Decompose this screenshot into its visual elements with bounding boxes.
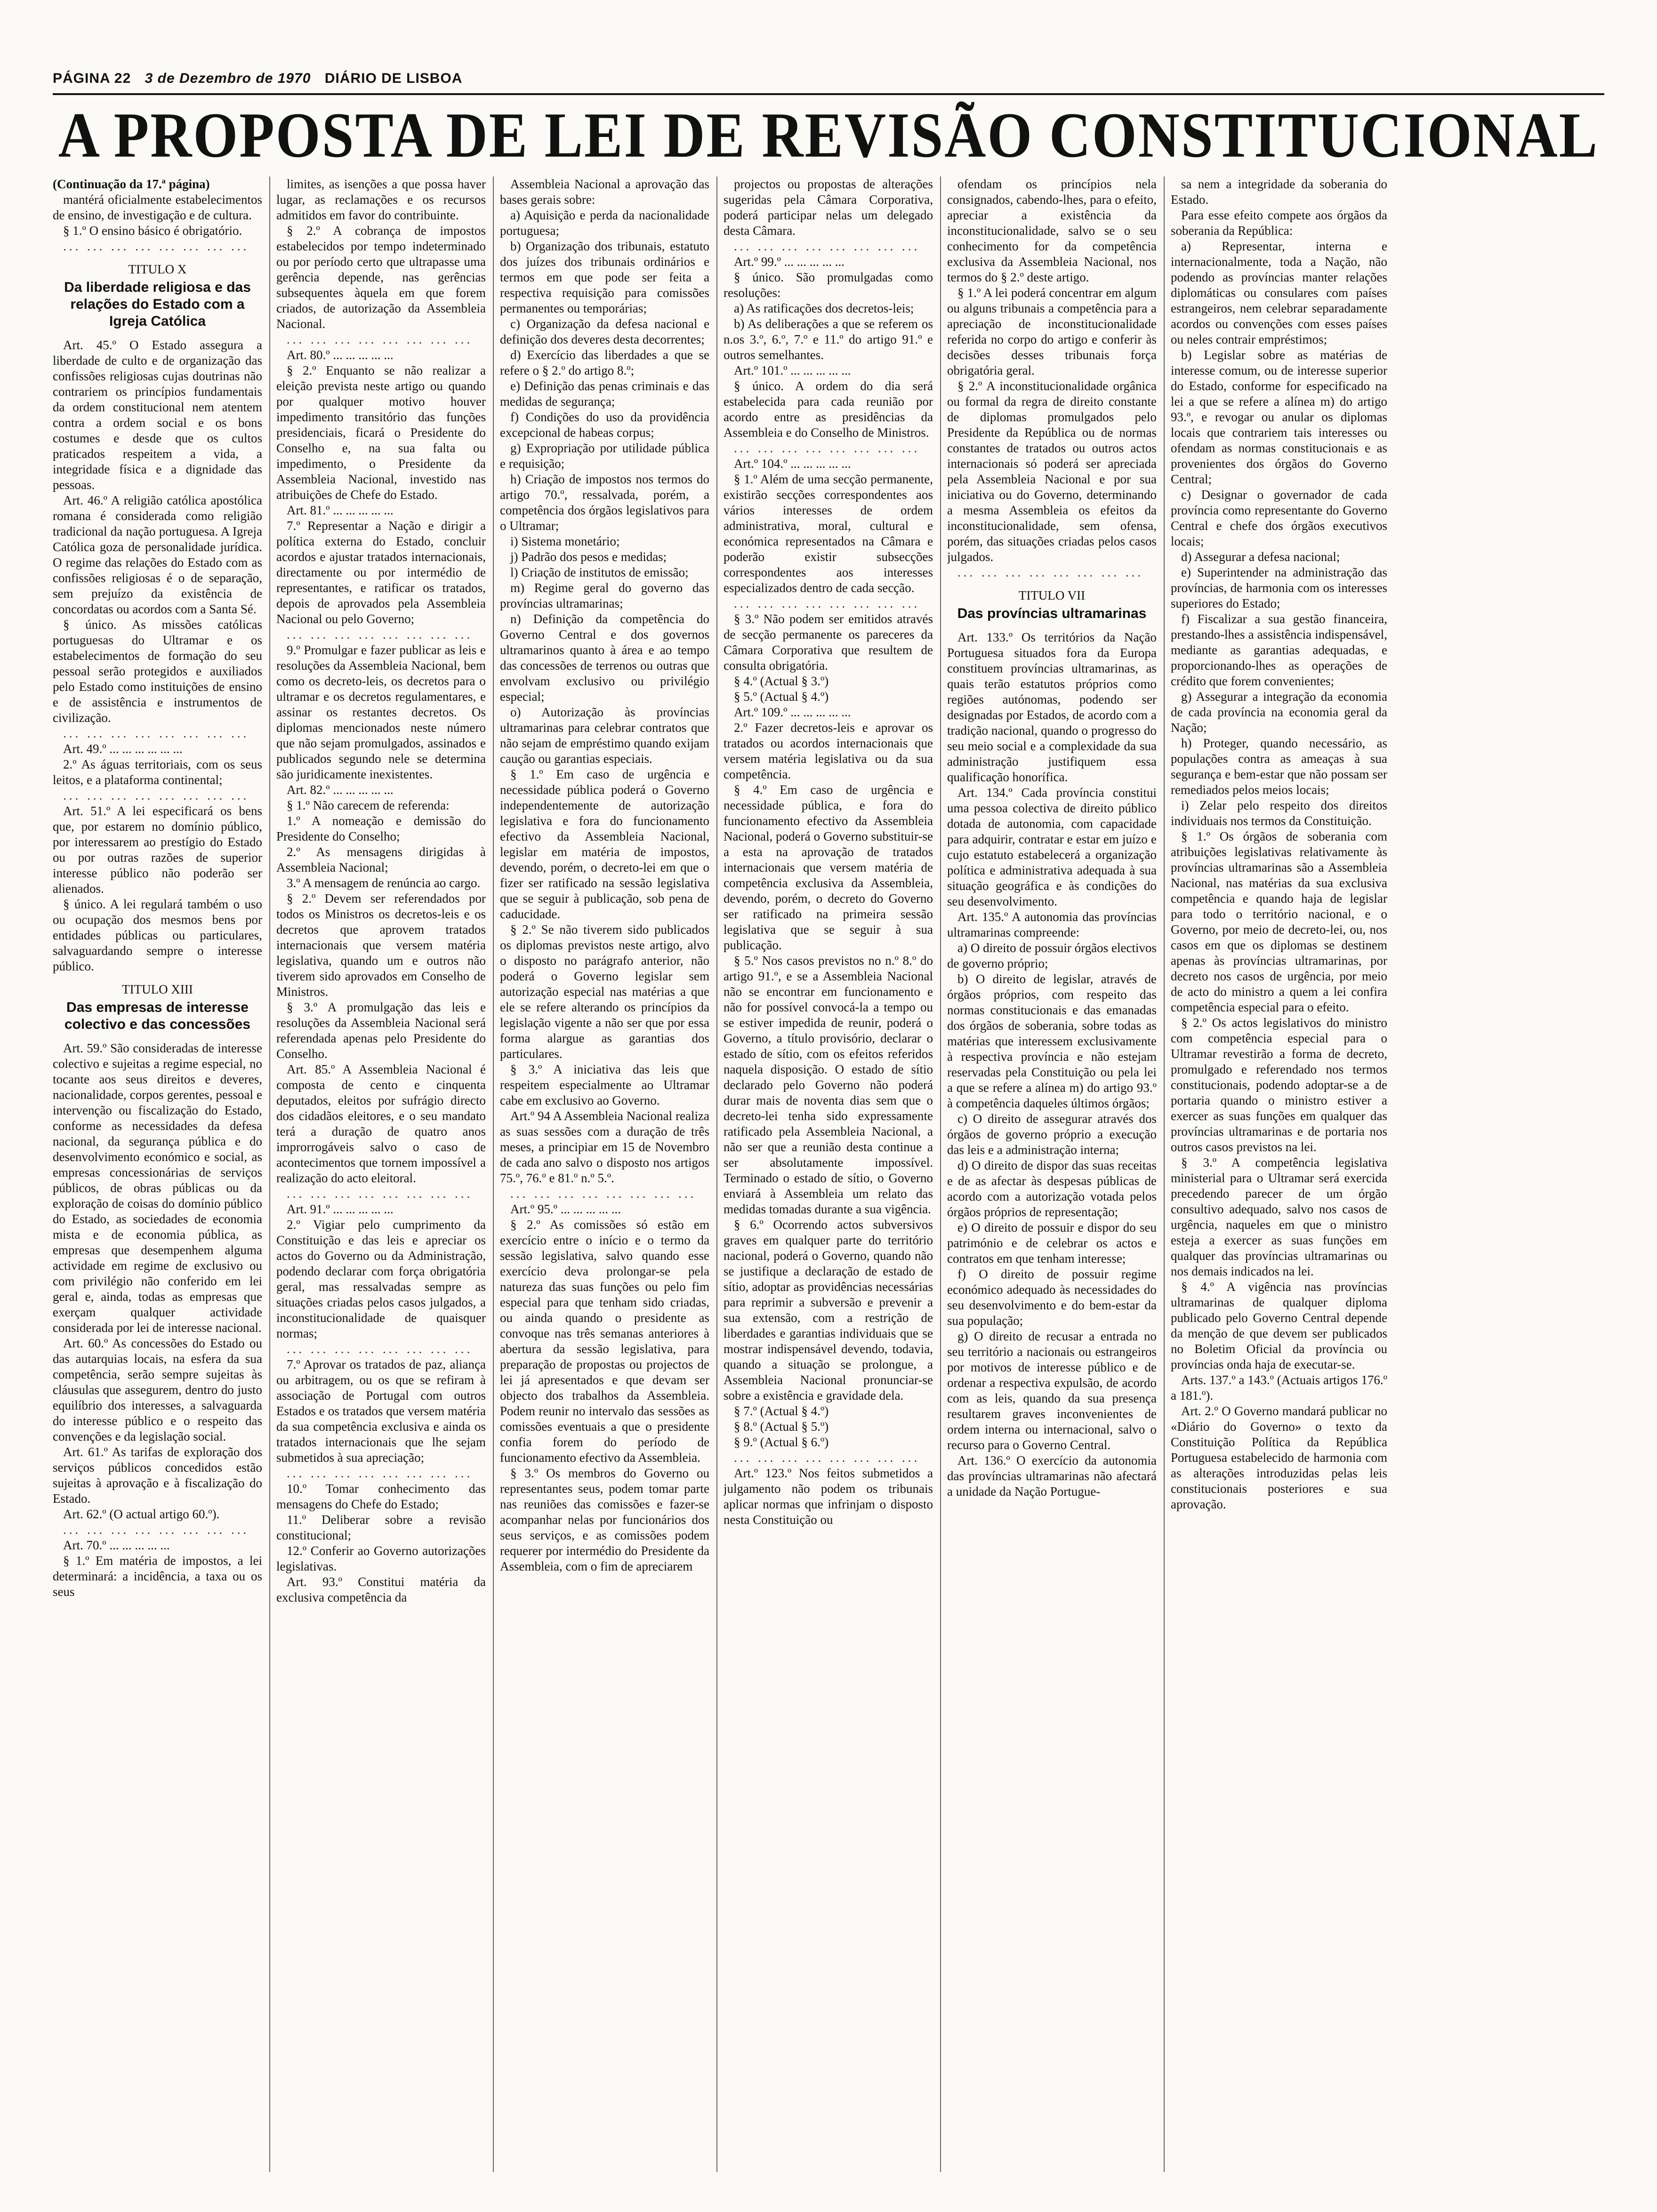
paragraph: h) Proteger, quando necessário, as populações contra as ameaças à sua segurança e bem-estar que não possam ser remediados pelos meios locais; (1171, 736, 1387, 797)
ellipsis-line: ... ... ... ... ... ... ... ... (734, 596, 920, 610)
paragraph: a) O direito de possuir órgãos electivos de governo próprio; (947, 941, 1157, 970)
paragraph: § 3.º A promulgação das leis e resoluções da Assembleia Nacional será referendada apenas pelo Presidente do Conselho. (276, 1000, 486, 1061)
paragraph: i) Sistema monetário; (510, 534, 620, 548)
paragraph: § 3.º Os membros do Governo ou representantes seus, podem tomar parte nas reuniões das comissões e fazer-se acompanhar nelas por funcionários dos seus serviços, e as comissões podem requerer por intermédio do Presidente da Assembleia, com o fim de apreciarem (500, 1466, 709, 1573)
paragraph: Art. 2.º O Governo mandará publicar no «Diário do Governo» o texto da Constituição Política da República Portuguesa estabelecido de harmonia com as alterações introduzidas pelas leis constitucionais posteriores e sua aprovação. (1171, 1404, 1387, 1511)
paragraph: a) Representar, interna e internacionalmente, toda a Nação, não podendo as províncias manter relações diplomáticas ou consulares com países estrangeiros, nem celebrar separadamente acordos ou convenções com esses países ou neles contrair empréstimos; (1171, 239, 1387, 346)
article-columns (53, 176, 1604, 2172)
ellipsis-line: ... ... ... ... ... ... ... ... (510, 1186, 697, 1201)
paragraph: h) Criação de impostos nos termos do artigo 70.º, ressalvada, porém, a competência dos órgãos legislativos para o Ultramar; (500, 472, 709, 533)
paragraph: b) Legislar sobre as matérias de interesse comum, ou de interesse superior do Estado, conforme for especificado na lei a que se refere a alínea m) do artigo 93.º, e revogar ou anular os diplomas locais que contrariem tais interesses ou ofendam as normas constitucionais e as provenientes dos órgãos do Governo Central; (1171, 348, 1387, 486)
paragraph: 2.º Fazer decretos-leis e aprovar os tratados ou acordos internacionais que versem matéria legislativa ou da sua competência. (724, 721, 933, 781)
paragraph: § 1.º Não carecem de referenda: (287, 798, 450, 812)
paragraph: § 1.º Em caso de urgência e necessidade pública poderá o Governo independentemente de autorização legislativa e fora do funcionamento efectivo da Assembleia Nacional, legislar em matéria de impostos, devendo, porém, o decreto-lei em que o fizer ser ratificado na sessão legislativa que se seguir à publicação, sob pena de caducidade. (500, 767, 709, 921)
paragraph: § 5.º Nos casos previstos no n.º 8.º do artigo 91.º, e se a Assembleia Nacional não se encontrar em funcionamento e não for possível convocá-la a tempo ou se estiver impedida de reunir, poderá o Governo, a título provisório, declarar o estado de sítio, com os efeitos referidos naquela disposição. O estado de sítio declarado pelo Governo não poderá durar mais de noventa dias sem que o decreto-lei tenha sido expressamente ratificado pela Assembleia Nacional, a não ser que a reunião desta continue a ser absolutamente impossível. Terminado o estado de sítio, o Governo enviará à Assembleia um relato das medidas tomadas durante a sua vigência. (724, 954, 933, 1216)
paragraph: § 4.º A vigência nas províncias ultramarinas de qualquer diploma publicado pelo Governo Central depende da menção de que devem ser publicados no Boletim Oficial da província ou províncias onda haja de executar-se. (1171, 1280, 1387, 1371)
paragraph: 3.º A mensagem de renúncia ao cargo. (287, 876, 481, 890)
ellipsis-line: ... ... ... ... ... ... ... ... (287, 332, 473, 346)
ellipsis-line: ... ... ... ... ... ... ... ... (957, 565, 1144, 579)
paragraph: Art. 49.º ... ... ... ... ... ... (63, 742, 183, 756)
paragraph: n) Definição da competência do Governo Central e dos governos ultramarinos quanto à área e ao tempo das concessões de terrenos ou outras que envolvam exclusivo ou privilégio especial; (500, 612, 709, 704)
paragraph: d) Exercício das liberdades a que se refere o § 2.º do artigo 8.º; (500, 348, 709, 377)
header-rule (53, 93, 1604, 95)
paragraph: f) Condições do uso da providência excepcional de habeas corpus; (500, 410, 709, 440)
paragraph: § 3.º A competência legislativa ministerial para o Ultramar será exercida precedendo parecer de um órgão consultivo adequado, salvo nos casos de urgência, naqueles em que o ministro esteja a exercer as suas funções em qualquer das províncias ultramarinas ou nos demais indicados na lei. (1171, 1155, 1387, 1278)
paragraph: ofendam os princípios nela consignados, cabendo-lhes, para o efeito, apreciar a existência da inconstitucionalidade, salvo se o seu conhecimento for da competência exclusiva da Assembleia Nacional, nos termos do § 2.º deste artigo. (947, 177, 1157, 284)
section-subtitle: Das províncias ultramarinas (957, 606, 1147, 621)
paragraph: § 9.º (Actual § 6.º) (734, 1435, 829, 1449)
paragraph: § 4.º Em caso de urgência e necessidade pública, e fora do funcionamento efectivo da Assembleia Nacional, poderá o Governo substituir-se a esta na aprovação de tratados internacionais que versem matéria de competência exclusiva da Assembleia, devendo, porém, o decreto do Governo ser ratificado na primeira sessão legislativa que se seguir à sua publicação. (724, 783, 933, 952)
paragraph: Art. 85.º A Assembleia Nacional é composta de cento e cinquenta deputados, eleitos por sufrágio directo dos cidadãos eleitores, e o seu mandato terá a duração de quatro anos improrrogáveis salvo o caso de acontecimentos que tornem impossível a realização do acto eleitoral. (276, 1062, 486, 1185)
paragraph: 2.º Vigiar pelo cumprimento da Constituição e das leis e apreciar os actos do Governo ou da Administração, podendo declarar com força obrigatória geral, mas ressalvadas sempre as situações criadas pelos casos julgados, a inconstitucionalidade de quaisquer normas; (276, 1218, 486, 1340)
paragraph: Art.º 123.º Nos feitos submetidos a julgamento não podem os tribunais aplicar normas que infrinjam o disposto nesta Constituição ou (724, 1466, 933, 1527)
paragraph: Art. 60.º As concessões do Estado ou das autarquias locais, na esfera da sua competência, serão sempre sujeitas às cláusulas que assegurem, dentro do justo equilíbrio dos interesses, a salvaguarda do interesse público e o respeito das convenções e da legislação social. (53, 1336, 262, 1443)
paragraph: 1.º A nomeação e demissão do Presidente do Conselho; (276, 814, 486, 843)
column-6 (1171, 176, 1387, 2172)
paragraph: l) Criação de institutos de emissão; (510, 565, 689, 579)
paragraph: j) Padrão dos pesos e medidas; (510, 550, 667, 564)
paragraph: c) O direito de assegurar através dos órgãos de governo próprio a execução das leis e a administração interna; (947, 1112, 1157, 1157)
continuation-note: (Continuação da 17.ª página) (53, 177, 210, 191)
paragraph: Art. 81.º ... ... ... ... ... (287, 503, 394, 517)
paragraph: § 3.º Não podem ser emitidos através de secção permanente os pareceres da Câmara Corporativa que resultem de consulta obrigatória. (724, 612, 933, 673)
paragraph: § 2.º Devem ser referendados por todos os Ministros os decretos-leis e os decretos que aprovem tratados internacionais que versem matéria legislativa, quando um e outros não tiverem sido aprovados em Conselho de Ministros. (276, 891, 486, 999)
paragraph: Art. 134.º Cada província constitui uma pessoa colectiva de direito público dotada de autonomia, com capacidade para adquirir, contratar e estar em juízo e cujo estatuto estabelecerá a organização política e administrativa adequada à sua situação geográfica e às condições do seu desenvolvimento. (947, 785, 1157, 908)
ellipsis-line: ... ... ... ... ... ... ... ... (287, 1466, 473, 1480)
paragraph: g) Assegurar a integração da economia de cada província na economia geral da Nação; (1171, 689, 1387, 735)
ellipsis-line: ... ... ... ... ... ... ... ... (63, 726, 249, 740)
paragraph: f) Fiscalizar a sua gestão financeira, prestando-lhes a assistência indispensável, mediante as garantias adequadas, e proporcionando-lhes as operações de crédito que forem convenientes; (1171, 612, 1387, 688)
section-subtitle: Das empresas de interesse colectivo e das concessões (64, 1000, 251, 1032)
section-title: TITULO VII (1018, 588, 1086, 602)
paragraph: § único. As missões católicas portuguesas do Ultramar e os estabelecimentos de formação do seu pessoal serão protegidos e auxiliados pelo Estado como instituições de ensino e de assistência e instrumentos de civilização. (53, 617, 262, 725)
paragraph: Assembleia Nacional a aprovação das bases gerais sobre: (500, 177, 709, 207)
paragraph: Art.º 104.º ... ... ... ... ... (734, 457, 851, 471)
paragraph: Art. 46.º A religião católica apostólica romana é considerada como religião tradicional da nação portuguesa. A Igreja Católica goza de personalidade jurídica. O regime das relações do Estado com as confissões religiosas é o de separação, sem prejuízo da existência de concordatas ou acordos com a Santa Sé. (53, 493, 262, 616)
paragraph: sa nem a integridade da soberania do Estado. (1171, 177, 1387, 207)
ellipsis-line: ... ... ... ... ... ... ... ... (63, 788, 249, 802)
ellipsis-line: ... ... ... ... ... ... ... ... (287, 1342, 473, 1356)
paragraph: d) O direito de dispor das suas receitas e de as afectar às despesas públicas de acordo com a autorização votada pelos órgãos próprios de representação; (947, 1158, 1157, 1219)
section-title: TITULO X (128, 262, 187, 276)
paragraph: Art. 61.º As tarifas de exploração dos serviços públicos concedidos estão sujeitas à aprovação e à fiscalização do Estado. (53, 1445, 262, 1506)
paragraph: f) O direito de possuir regime económico adequado às necessidades do seu desenvolvimento e do bem-estar da sua população; (947, 1267, 1157, 1328)
paragraph: i) Zelar pelo respeito dos direitos individuais nos termos da Constituição. (1171, 798, 1387, 828)
column-4 (724, 176, 933, 2172)
paragraph: g) O direito de recusar a entrada no seu território a nacionais ou estrangeiros por motivos de interesse público e de ordenar a respectiva expulsão, de acordo com as leis, quando da sua presença resultarem graves inconvenientes de ordem interna ou internacional, salvo o recurso para o Governo Central. (947, 1329, 1157, 1452)
paragraph: § 7.º (Actual § 4.º) (734, 1404, 829, 1418)
paragraph: § 2.º Os actos legislativos do ministro com competência especial para o Ultramar revestirão a forma de decreto, promulgado e referendado nos termos constitucionais, podendo adoptar-se a de portaria quando o ministro estiver a exercer as suas funções em qualquer das províncias ultramarinas e de portaria nos outros casos previstos na lei. (1171, 1016, 1387, 1154)
paragraph: § 1.º Além de uma secção permanente, existirão secções correspondentes aos vários interesses de ordem administrativa, moral, cultural e económica representados na Câmara e poderão existir subsecções correspondentes aos interesses especializados dentro de cada secção. (724, 472, 933, 595)
paragraph: c) Organização da defesa nacional e definição dos deveres desta decorrentes; (500, 317, 709, 346)
headline: A PROPOSTA DE LEI DE REVISÃO CONSTITUCIONAL (58, 99, 1599, 171)
paragraph: § 3.º A iniciativa das leis que respeitem especialmente ao Ultramar cabe em exclusivo ao Governo. (500, 1062, 709, 1107)
paragraph: Art. 82.º ... ... ... ... ... (287, 783, 394, 797)
paragraph: Art. 135.º A autonomia das províncias ultramarinas compreende: (947, 910, 1157, 939)
paragraph: Art.º 94 A Assembleia Nacional realiza as suas sessões com a duração de três meses, a principiar em 15 de Novembro de cada ano salvo o disposto nos artigos 75.º, 76.º e 81.º n.º 5.º. (500, 1109, 709, 1185)
paragraph: § 1.º Os órgãos de soberania com atribuições legislativas relativamente às províncias ultramarinas são a Assembleia Nacional, nas matérias da sua exclusiva competência e quando haja de legislar para todo o território nacional, e o Governo, por meio de decreto-lei, ou, nos casos em que os diplomas se destinem apenas às províncias ultramarinas, por decreto nos casos de urgência, por meio de acto do ministro a quem a lei confira competência especial para o efeito. (1171, 829, 1387, 1014)
paragraph: d) Assegurar a defesa nacional; (1181, 550, 1340, 564)
ellipsis-line: ... ... ... ... ... ... ... ... (734, 239, 920, 253)
column-divider (269, 176, 270, 2172)
page-header (53, 71, 1644, 91)
ellipsis-line: ... ... ... ... ... ... ... ... (63, 239, 249, 253)
paragraph: Arts. 137.º a 143.º (Actuais artigos 176.º a 181.º). (1171, 1373, 1387, 1403)
paragraph: limites, as isenções a que possa haver lugar, as reclamações e os recursos admitidos em favor do contribuinte. (276, 177, 486, 222)
paragraph: Art. 59.º São consideradas de interesse colectivo e sujeitas a regime especial, no tocante aos seus direitos e deveres, nacionalidade, corpos gerentes, pessoal e intervenção ou fiscalização do Estado, conforme as necessidades da defesa nacional, da segurança pública e do desenvolvimento económico e social, as empresas concessionárias de serviços públicos, de obras públicas ou da exploração de coisas do domínio público do Estado, as sociedades de economia mista e de economia pública, as empresas que desempenhem alguma actividade em regime de exclusivo ou com privilégio não conferido em lei geral e, ainda, todas as empresas que exerçam qualquer actividade considerada por lei de interesse nacional. (53, 1041, 262, 1335)
paragraph: a) Aquisição e perda da nacionalidade portuguesa; (500, 208, 709, 238)
page-number: PÁGINA 22 (53, 71, 131, 86)
paragraph: Para esse efeito compete aos órgãos da soberania da República: (1171, 208, 1387, 238)
column-divider (716, 176, 717, 2172)
column-2 (276, 176, 486, 2172)
paragraph: e) Superintender na administração das províncias, de harmonia com os interesses superiores do Estado; (1171, 565, 1387, 610)
paragraph: a) As ratificações dos decretos-leis; (734, 301, 914, 315)
paragraph: c) Designar o governador de cada província como representante do Governo Central e chefe dos órgãos executivos locais; (1171, 488, 1387, 548)
paragraph: Art. 136.º O exercício da autonomia das províncias ultramarinas não afectará a unidade da Nação Portugue- (947, 1453, 1157, 1499)
ellipsis-line: ... ... ... ... ... ... ... ... (63, 1523, 249, 1537)
paragraph: Art. 51.º A lei especificará os bens que, por estarem no domínio público, por interessarem ao prestígio do Estado ou por outras razões de superior interesse público não poderão ser alienados. (53, 804, 262, 896)
paragraph: § 1.º O ensino básico é obrigatório. (63, 224, 242, 238)
paragraph: projectos ou propostas de alterações sugeridas pela Câmara Corporativa, poderá participar nelas um delegado desta Câmara. (724, 177, 933, 238)
column-1 (53, 176, 262, 2172)
column-divider (493, 176, 494, 2172)
paragraph: Art.º 109.º ... ... ... ... ... (734, 705, 851, 719)
paragraph: Art. 133.º Os territórios da Nação Portuguesa situados fora da Europa constituem províncias ultramarinas, as quais terão estatutos próprios como regiões autónomas, podendo ser designadas por Estados, de acordo com a tradição nacional, quando o progresso do seu meio social e a complexidade da sua administração justifiquem essa qualificação honorífica. (947, 630, 1157, 784)
paragraph: 7.º Representar a Nação e dirigir a política externa do Estado, concluir acordos e ajustar tratados internacionais, directamente ou por intermédio de representantes, e ratificar os tratados, depois de aprovados pela Assembleia Nacional ou pelo Governo; (276, 519, 486, 626)
paragraph: Art. 80.º ... ... ... ... ... (287, 348, 394, 362)
paragraph: Art. 45.º O Estado assegura a liberdade de culto e de organização das confissões religiosas cujas doutrinas não contrariem os princípios fundamentais da ordem constitucional nem atentem contra a ordem social e os bons costumes e desde que os cultos praticados respeitem a vida, a integridade física e a dignidade das pessoas. (53, 338, 262, 492)
paragraph: e) Definição das penas criminais e das medidas de segurança; (500, 379, 709, 409)
paragraph: 12.º Conferir ao Governo autorizações legislativas. (276, 1544, 486, 1573)
paragraph: Art. 91.º ... ... ... ... ... (287, 1202, 394, 1216)
paragraph: Art. 70.º ... ... ... ... ... (63, 1538, 170, 1552)
column-5 (947, 176, 1157, 2172)
paragraph: 2.º As mensagens dirigidas à Assembleia Nacional; (276, 845, 486, 874)
paragraph: Art.º 95.º ... ... ... ... ... (510, 1202, 621, 1216)
ellipsis-line: ... ... ... ... ... ... ... ... (734, 441, 920, 455)
issue-date: 3 de Dezembro de 1970 (145, 71, 311, 86)
section-subtitle: Da liberdade religiosa e das relações do Estado com a Igreja Católica (64, 280, 251, 329)
paragraph: Art.º 101.º ... ... ... ... ... (734, 363, 851, 377)
paragraph: § único. São promulgadas como resoluções: (724, 270, 933, 300)
column-3 (500, 176, 709, 2172)
paragraph: 9.º Promulgar e fazer publicar as leis e resoluções da Assembleia Nacional, bem como os decreto-leis, os decretos para o ultramar e os decretos regulamentares, e assinar os restantes decretos. Os diplomas mencionados neste número que não sejam promulgados, assinados e publicados segundo nele se determina são juridicamente inexistentes. (276, 643, 486, 781)
paragraph: b) As deliberações a que se referem os n.os 3.º, 6.º, 7.º e 11.º do artigo 91.º e outros semelhantes. (724, 317, 933, 362)
paragraph: 11.º Deliberar sobre a revisão constitucional; (276, 1513, 486, 1542)
newspaper-name: DIÁRIO DE LISBOA (324, 71, 463, 86)
paragraph: 7.º Aprovar os tratados de paz, aliança ou arbitragem, ou os que se refiram à associação de Portugal com outros Estados e os tratados que versem matéria da sua competência exclusiva e ainda os tratados internacionais que lhe sejam submetidos à sua apreciação; (276, 1357, 486, 1465)
column-divider (1164, 176, 1165, 2172)
paragraph: 10.º Tomar conhecimento das mensagens do Chefe do Estado; (276, 1482, 486, 1511)
paragraph: § 2.º As comissões só estão em exercício entre o início e o termo da sessão legislativa, salvo quando esse exercício deva prolongar-se pela natureza das suas funções ou pelo fim especial para que tenham sido criadas, ou ainda quando o presidente as convoque nas três semanas anteriores à abertura da sessão legislativa, para preparação de propostas ou projectos de lei já apresentados e que devam ser objecto dos trabalhos da Assembleia. Podem reunir no intervalo das sessões as comissões eventuais a que o presidente confia forem do período de funcionamento efectivo da Assembleia. (500, 1218, 709, 1465)
paragraph: § 2.º A cobrança de impostos estabelecidos por tempo indeterminado ou por período certo que ultrapasse uma gerência depende, nas gerências subsequentes àquela em que forem criados, de autorização da Assembleia Nacional. (276, 224, 486, 331)
paragraph: § 1.º A lei poderá concentrar em algum ou alguns tribunais a competência para a apreciação de inconstitucionalidade referida no corpo do artigo e conferir às decisões desses tribunais força obrigatória geral. (947, 286, 1157, 377)
paragraph: § 8.º (Actual § 5.º) (734, 1419, 829, 1434)
paragraph: § 1.º Em matéria de impostos, a lei determinará: a incidência, a taxa ou os seus (53, 1554, 262, 1599)
paragraph: 2.º As águas territoriais, com os seus leitos, e a plataforma continental; (53, 757, 262, 787)
paragraph: o) Autorização às províncias ultramarinas para celebrar contratos que não sejam de empréstimo quando exijam caução ou garantias especiais. (500, 705, 709, 766)
paragraph: § único. A ordem do dia será estabelecida para cada reunião por acordo entre as presidências da Assembleia e do Conselho de Ministros. (724, 379, 933, 440)
paragraph: § 2.º Se não tiverem sido publicados os diplomas previstos neste artigo, alvo o disposto no parágrafo anterior, não poderá o Governo legislar sem autorização especial nas matérias a que ele se refere alterando os princípios da legislação vigente a não ser que por essa forma alargue as garantias dos particulares. (500, 922, 709, 1061)
paragraph: § 2.º Enquanto se não realizar a eleição prevista neste artigo ou quando por qualquer motivo houver impedimento transitório das funções presidenciais, ficará o Presidente do Conselho e, na sua falta ou impedimento, o Presidente da Assembleia Nacional, investido nas atribuições de Chefe do Estado. (276, 363, 486, 502)
column-divider (940, 176, 941, 2172)
paragraph: g) Expropriação por utilidade pública e requisição; (500, 441, 709, 471)
paragraph: Art. 93.º Constitui matéria da exclusiva competência da (276, 1575, 486, 1604)
section-title: TITULO XIII (122, 982, 193, 996)
ellipsis-line: ... ... ... ... ... ... ... ... (287, 627, 473, 641)
ellipsis-line: ... ... ... ... ... ... ... ... (734, 1451, 920, 1465)
paragraph: § 5.º (Actual § 4.º) (734, 689, 829, 704)
paragraph: § 6.º Ocorrendo actos subversivos graves em qualquer parte do território nacional, poderá o Governo, quando não se justifique a declaração de estado de sítio, adoptar as providências necessárias para reprimir a subversão e prevenir a sua extensão, com a restrição de liberdades e garantias individuais que se mostrar indispensável devendo, todavia, quando a situação se prolongue, a Assembleia Nacional pronunciar-se sobre a existência e gravidade dela. (724, 1218, 933, 1403)
paragraph: mantérá oficialmente estabelecimentos de ensino, de investigação e de cultura. (53, 192, 262, 222)
ellipsis-line: ... ... ... ... ... ... ... ... (287, 1186, 473, 1201)
paragraph: Art. 62.º (O actual artigo 60.º). (63, 1507, 220, 1521)
paragraph: § único. A lei regulará também o uso ou ocupação dos mesmos bens por entidades públicas ou particulares, salvaguardando sempre o interesse público. (53, 897, 262, 973)
paragraph: b) Organização dos tribunais, estatuto dos juízes dos tribunais ordinários e termos em que pode ser feita a respectiva requisição para comissões permanentes ou temporárias; (500, 239, 709, 315)
paragraph: b) O direito de legislar, através de órgãos próprios, com respeito das normas constitucionais e das emanadas dos órgãos de soberania, sobre todas as matérias que interessem exclusivamente à respectiva província e não estejam reservadas pela Constituição ou pela lei a que se refere a alínea m) do artigo 93.º à competência daqueles últimos órgãos; (947, 972, 1157, 1110)
paragraph: Art.º 99.º ... ... ... ... ... (734, 255, 845, 269)
paragraph: § 2.º A inconstitucionalidade orgânica ou formal da regra de direito constante de diplomas promulgados pelo Presidente da República ou de normas constantes de tratados ou outros actos internacionais só poderá ser apreciada pela Assembleia Nacional e por sua iniciativa ou do Governo, determinando a mesma Assembleia os efeitos da inconstitucionalidade, sem ofensa, porém, das situações criadas pelos casos julgados. (947, 379, 1157, 564)
paragraph: § 4.º (Actual § 3.º) (734, 674, 829, 688)
paragraph: m) Regime geral do governo das províncias ultramarinas; (500, 581, 709, 610)
paragraph: e) O direito de possuir e dispor do seu património e de celebrar os actos e contratos em que tenham interesse; (947, 1220, 1157, 1266)
